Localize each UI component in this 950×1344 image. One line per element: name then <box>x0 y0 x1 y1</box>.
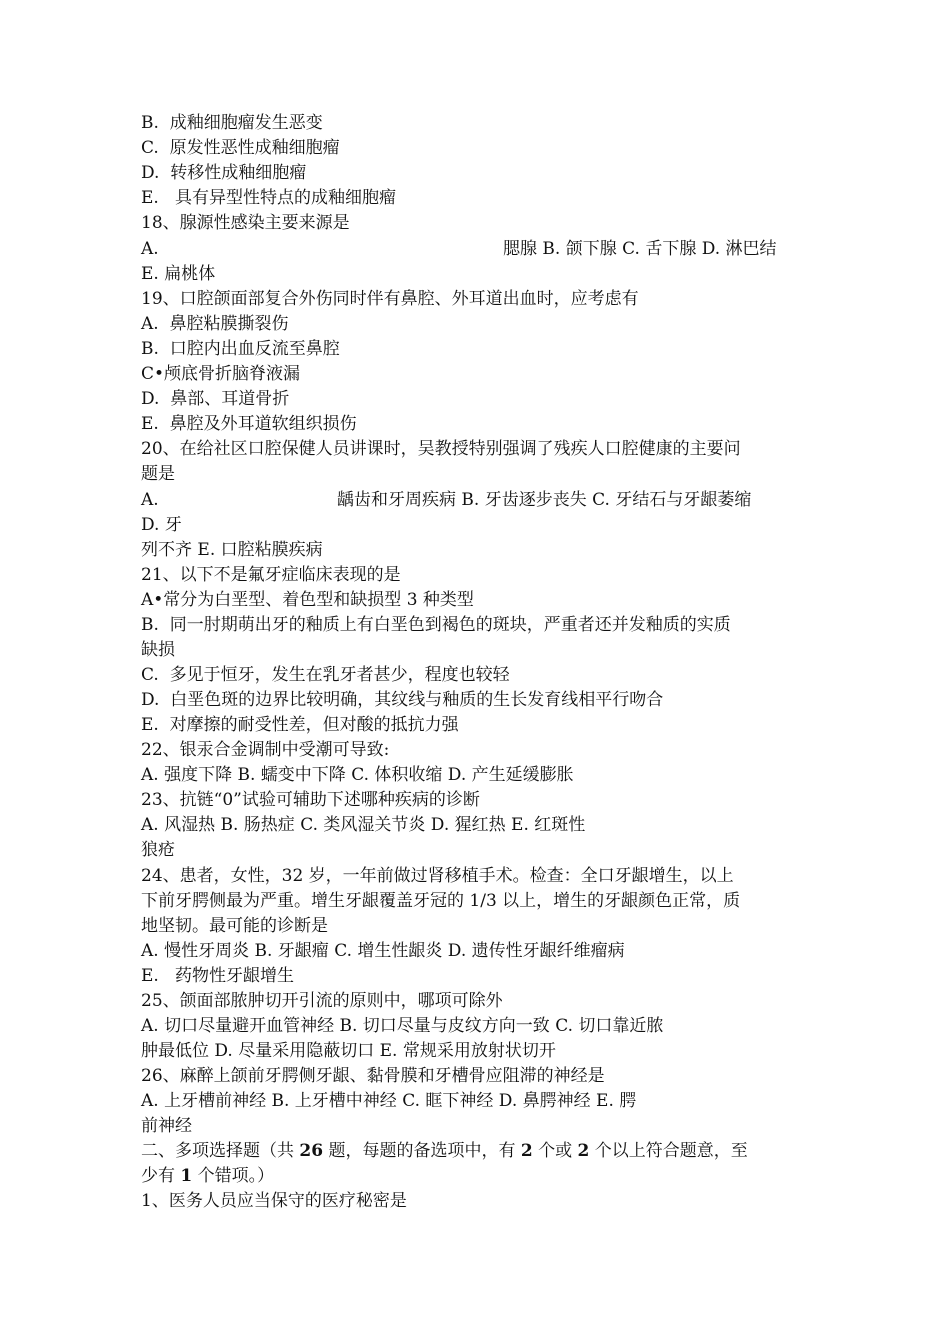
question-19-option-e: E. 鼻腔及外耳道软组织损伤 <box>141 414 357 434</box>
question-19: 19、口腔颌面部复合外伤同时伴有鼻腔、外耳道出血时，应考虑有 <box>141 289 639 309</box>
question-19-option-c: C•颅底骨折脑脊液漏 <box>141 364 301 384</box>
question-25-options: A. 切口尽量避开血管神经 B. 切口尽量与皮纹方向一致 C. 切口靠近脓 <box>141 1016 664 1036</box>
question-21-option-b-cont: 缺损 <box>141 640 175 660</box>
option-e: E. 具有异型性特点的成釉细胞瘤 <box>141 188 397 208</box>
question-20-option-e: 列不齐 E. 口腔粘膜疾病 <box>141 540 323 560</box>
question-23-options-cont: 狼疮 <box>141 840 175 860</box>
question-25-options-cont: 肿最低位 D. 尽量采用隐蔽切口 E. 常规采用放射状切开 <box>141 1041 556 1061</box>
option-b: B. 成釉细胞瘤发生恶变 <box>141 113 323 133</box>
question-23-options: A. 风湿热 B. 肠热症 C. 类风湿关节炎 D. 猩红热 E. 红斑性 <box>141 815 586 835</box>
wrong-count: 1 <box>180 1166 193 1186</box>
question-19-option-a: A. 鼻腔粘膜撕裂伤 <box>141 314 289 334</box>
question-24-options: A. 慢性牙周炎 B. 牙龈瘤 C. 增生性龈炎 D. 遗传性牙龈纤维瘤病 <box>141 941 625 961</box>
question-21-option-c: C. 多见于恒牙，发生在乳牙者甚少，程度也较轻 <box>141 665 510 685</box>
section-heading-text: 少有 <box>141 1166 181 1186</box>
question-25: 25、颌面部脓肿切开引流的原则中，哪项可除外 <box>141 991 503 1011</box>
question-19-option-b: B. 口腔内出血反流至鼻腔 <box>141 339 340 359</box>
question-19-option-d: D. 鼻部、耳道骨折 <box>141 389 290 409</box>
question-24-option-e: E. 药物性牙龈增生 <box>141 966 295 986</box>
section-heading-text: 个或 <box>532 1141 578 1161</box>
question-count: 26 <box>299 1141 324 1161</box>
question-26: 26、麻醉上颌前牙腭侧牙龈、黏骨膜和牙槽骨应阻滞的神经是 <box>141 1066 605 1086</box>
question-18: 18、腺源性感染主要来源是 <box>141 213 350 233</box>
section-heading-text: 二、多项选择题（共 <box>141 1141 300 1161</box>
question-24-cont-2: 地坚韧。最可能的诊断是 <box>141 916 328 936</box>
question-24-cont-1: 下前牙腭侧最为严重。增生牙龈覆盖牙冠的 1/3 以上，增生的牙龈颜色正常，质 <box>141 891 741 911</box>
question-21-option-d: D. 白垩色斑的边界比较明确，其纹线与釉质的生长发育线相平行吻合 <box>141 690 664 710</box>
question-21-option-b: B. 同一肘期萌出牙的釉质上有白垩色到褐色的斑块，严重者还并发釉质的实质 <box>141 615 731 635</box>
option-c: C. 原发性恶性成釉细胞瘤 <box>141 138 340 158</box>
question-21-option-a: A•常分为白垩型、着色型和缺损型 3 种类型 <box>141 590 474 610</box>
question-20-option-d: D. 牙 <box>141 515 182 535</box>
question-22: 22、银汞合金调制中受潮可导致: <box>141 740 390 760</box>
multi-question-1: 1、医务人员应当保守的医疗秘密是 <box>141 1191 407 1211</box>
question-20: 20、在给社区口腔保健人员讲课时，吴教授特别强调了残疾人口腔健康的主要问 <box>141 439 741 459</box>
question-18-options: 腮腺 B. 颌下腺 C. 舌下腺 D. 淋巴结 <box>503 239 777 259</box>
section-heading-multiple-choice <box>141 1139 748 1163</box>
question-21: 21、以下不是氟牙症临床表现的是 <box>141 565 401 585</box>
question-26-options-cont: 前神经 <box>141 1116 192 1136</box>
question-24: 24、患者，女性，32 岁，一年前做过肾移植手术。检查：全口牙龈增生，以上 <box>141 866 734 886</box>
question-26-options: A. 上牙槽前神经 B. 上牙槽中神经 C. 眶下神经 D. 鼻腭神经 E. 腭 <box>141 1091 637 1111</box>
question-20-option-a: A. <box>141 490 159 510</box>
question-23: 23、抗链“0”试验可辅助下述哪种疾病的诊断 <box>141 790 480 810</box>
section-heading-text: 个错项。） <box>192 1166 275 1186</box>
question-18-option-a: A. <box>141 239 159 259</box>
question-21-option-e: E. 对摩擦的耐受性差，但对酸的抵抗力强 <box>141 715 459 735</box>
question-20-cont: 题是 <box>141 464 175 484</box>
section-heading-text: 题，每题的备选项中，有 <box>323 1141 521 1161</box>
question-20-options: 龋齿和牙周疾病 B. 牙齿逐步丧失 C. 牙结石与牙龈萎缩 <box>337 490 752 510</box>
question-22-options: A. 强度下降 B. 蠕变中下降 C. 体积收缩 D. 产生延缓膨胀 <box>141 765 574 785</box>
question-18-option-e: E. 扁桃体 <box>141 264 216 284</box>
section-heading-text: 个以上符合题意，至 <box>589 1141 748 1161</box>
section-heading-multiple-choice-cont <box>141 1164 274 1188</box>
option-d: D. 转移性成釉细胞瘤 <box>141 163 307 183</box>
min-correct-count: 2 <box>577 1141 590 1161</box>
min-correct-count: 2 <box>520 1141 533 1161</box>
